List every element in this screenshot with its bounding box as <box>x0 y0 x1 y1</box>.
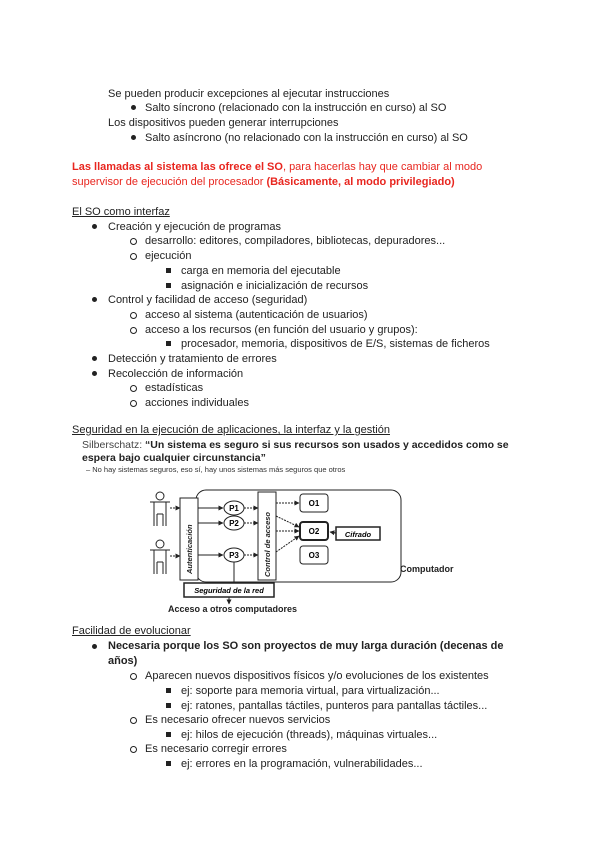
interfaz-item-11: estadísticas <box>145 382 204 394</box>
bullet-dot <box>92 371 97 376</box>
evolucionar-main-2: años) <box>108 655 138 667</box>
interfaz-item-0: Creación y ejecución de programas <box>108 221 282 233</box>
process-p2-label: P2 <box>229 519 239 528</box>
evolucionar-item-4: ej: hilos de ejecución (threads), máquinas virtuales... <box>181 729 438 741</box>
intro-bullet-2: Salto asíncrono (no relacionado con la instrucción en curso) al SO <box>145 132 468 144</box>
arrow <box>276 536 299 552</box>
interfaz-item-4: asignación e inicialización de recursos <box>181 280 369 292</box>
syscall-line-2 <box>72 175 455 189</box>
bullet-dot <box>92 224 97 229</box>
bullet-circle <box>130 400 137 407</box>
process-p1-label: P1 <box>229 504 239 513</box>
evolucionar-item-6: ej: errores en la programación, vulnerabilidades... <box>181 758 423 770</box>
interfaz-item-9: Detección y tratamiento de errores <box>108 353 277 365</box>
quote-line-2: espera bajo cualquier circunstancia” <box>82 452 266 464</box>
bullet-circle <box>130 253 137 260</box>
syscall-line2-text: supervisor de ejecución del procesador <box>72 176 267 188</box>
intro-bullet-1: Salto síncrono (relacionado con la instrucción en curso) al SO <box>145 102 447 114</box>
red-label: Seguridad de la red <box>194 586 264 595</box>
syscall-line-1 <box>72 160 482 174</box>
evolucionar-item-3: Es necesario ofrecer nuevos servicios <box>145 714 331 726</box>
evolucionar-item-2: ej: ratones, pantallas táctiles, punteros para pantallas táctiles... <box>181 700 488 712</box>
syscall-bold: Las llamadas al sistema las ofrece el SO <box>72 161 283 173</box>
heading-evolucionar: Facilidad de evolucionar <box>72 625 191 637</box>
object-o2-label: O2 <box>308 527 320 536</box>
interfaz-item-1: desarrollo: editores, compiladores, bibliotecas, depuradores... <box>145 235 446 247</box>
quote-note: – No hay sistemas seguros, eso sí, hay unos sistemas más seguros que otros <box>86 465 346 474</box>
user-icon <box>150 492 170 526</box>
control-label: Control de acceso <box>263 511 272 577</box>
acceso-label: Acceso a otros computadores <box>168 604 298 614</box>
bullet-circle <box>130 717 137 724</box>
bullet-square <box>166 703 171 708</box>
bullet-square <box>166 761 171 766</box>
auth-label: Autenticación <box>185 524 194 574</box>
quote-text-1: “Un sistema es seguro si sus recursos son usados y accedidos como se <box>145 439 509 451</box>
interfaz-item-12: acciones individuales <box>145 397 249 409</box>
computador-label: Computador <box>400 564 454 574</box>
evolucionar-item-5: Es necesario corregir errores <box>145 743 287 755</box>
user-icon <box>150 540 170 574</box>
bullet-circle <box>130 327 137 334</box>
cifrado-label: Cifrado <box>344 530 372 539</box>
bullet-circle <box>130 238 137 245</box>
bullet-dot <box>131 105 136 110</box>
bullet-square <box>166 283 171 288</box>
object-o1-label: O1 <box>308 499 320 508</box>
arrow <box>330 532 336 533</box>
heading-interfaz: El SO como interfaz <box>72 206 170 218</box>
quote-line-1 <box>82 438 509 452</box>
heading-seguridad: Seguridad en la ejecución de aplicaciones, la interfaz y la gestión <box>72 424 390 436</box>
interfaz-item-2: ejecución <box>145 250 192 262</box>
evolucionar-item-0: Aparecen nuevos dispositivos físicos y/o evoluciones de los existentes <box>145 670 489 682</box>
bullet-square <box>166 688 171 693</box>
intro-line-1: Se pueden producir excepciones al ejecutar instrucciones <box>108 88 390 100</box>
bullet-dot <box>92 356 97 361</box>
bullet-dot <box>92 644 97 649</box>
bullet-dot <box>131 135 136 140</box>
process-p3-label: P3 <box>229 551 239 560</box>
syscall-rest: , para hacerlas hay que cambiar al modo <box>282 161 483 173</box>
arrow <box>276 516 299 527</box>
interfaz-item-6: acceso al sistema (autenticación de usuarios) <box>145 309 368 321</box>
intro-line-2: Los dispositivos pueden generar interrupciones <box>108 117 339 129</box>
interfaz-item-5: Control y facilidad de acceso (seguridad) <box>108 294 308 306</box>
quote-author: Silberschatz: <box>82 439 146 451</box>
bullet-circle <box>130 746 137 753</box>
bullet-circle <box>130 312 137 319</box>
interfaz-item-3: carga en memoria del ejecutable <box>181 265 341 277</box>
bullet-circle <box>130 385 137 392</box>
security-diagram <box>140 480 470 615</box>
bullet-dot <box>92 297 97 302</box>
syscall-line2-bold: (Básicamente, al modo privilegiado) <box>266 176 455 188</box>
evolucionar-main-1: Necesaria porque los SO son proyectos de muy larga duración (decenas de <box>108 640 504 652</box>
interfaz-item-7: acceso a los recursos (en función del usuario y grupos): <box>145 324 418 336</box>
interfaz-item-8: procesador, memoria, dispositivos de E/S, sistemas de ficheros <box>181 338 490 350</box>
bullet-square <box>166 268 171 273</box>
bullet-circle <box>130 673 137 680</box>
bullet-square <box>166 732 171 737</box>
object-o3-label: O3 <box>308 551 320 560</box>
evolucionar-item-1: ej: soporte para memoria virtual, para virtualización... <box>181 685 440 697</box>
bullet-square <box>166 341 171 346</box>
interfaz-item-10: Recolección de información <box>108 368 244 380</box>
